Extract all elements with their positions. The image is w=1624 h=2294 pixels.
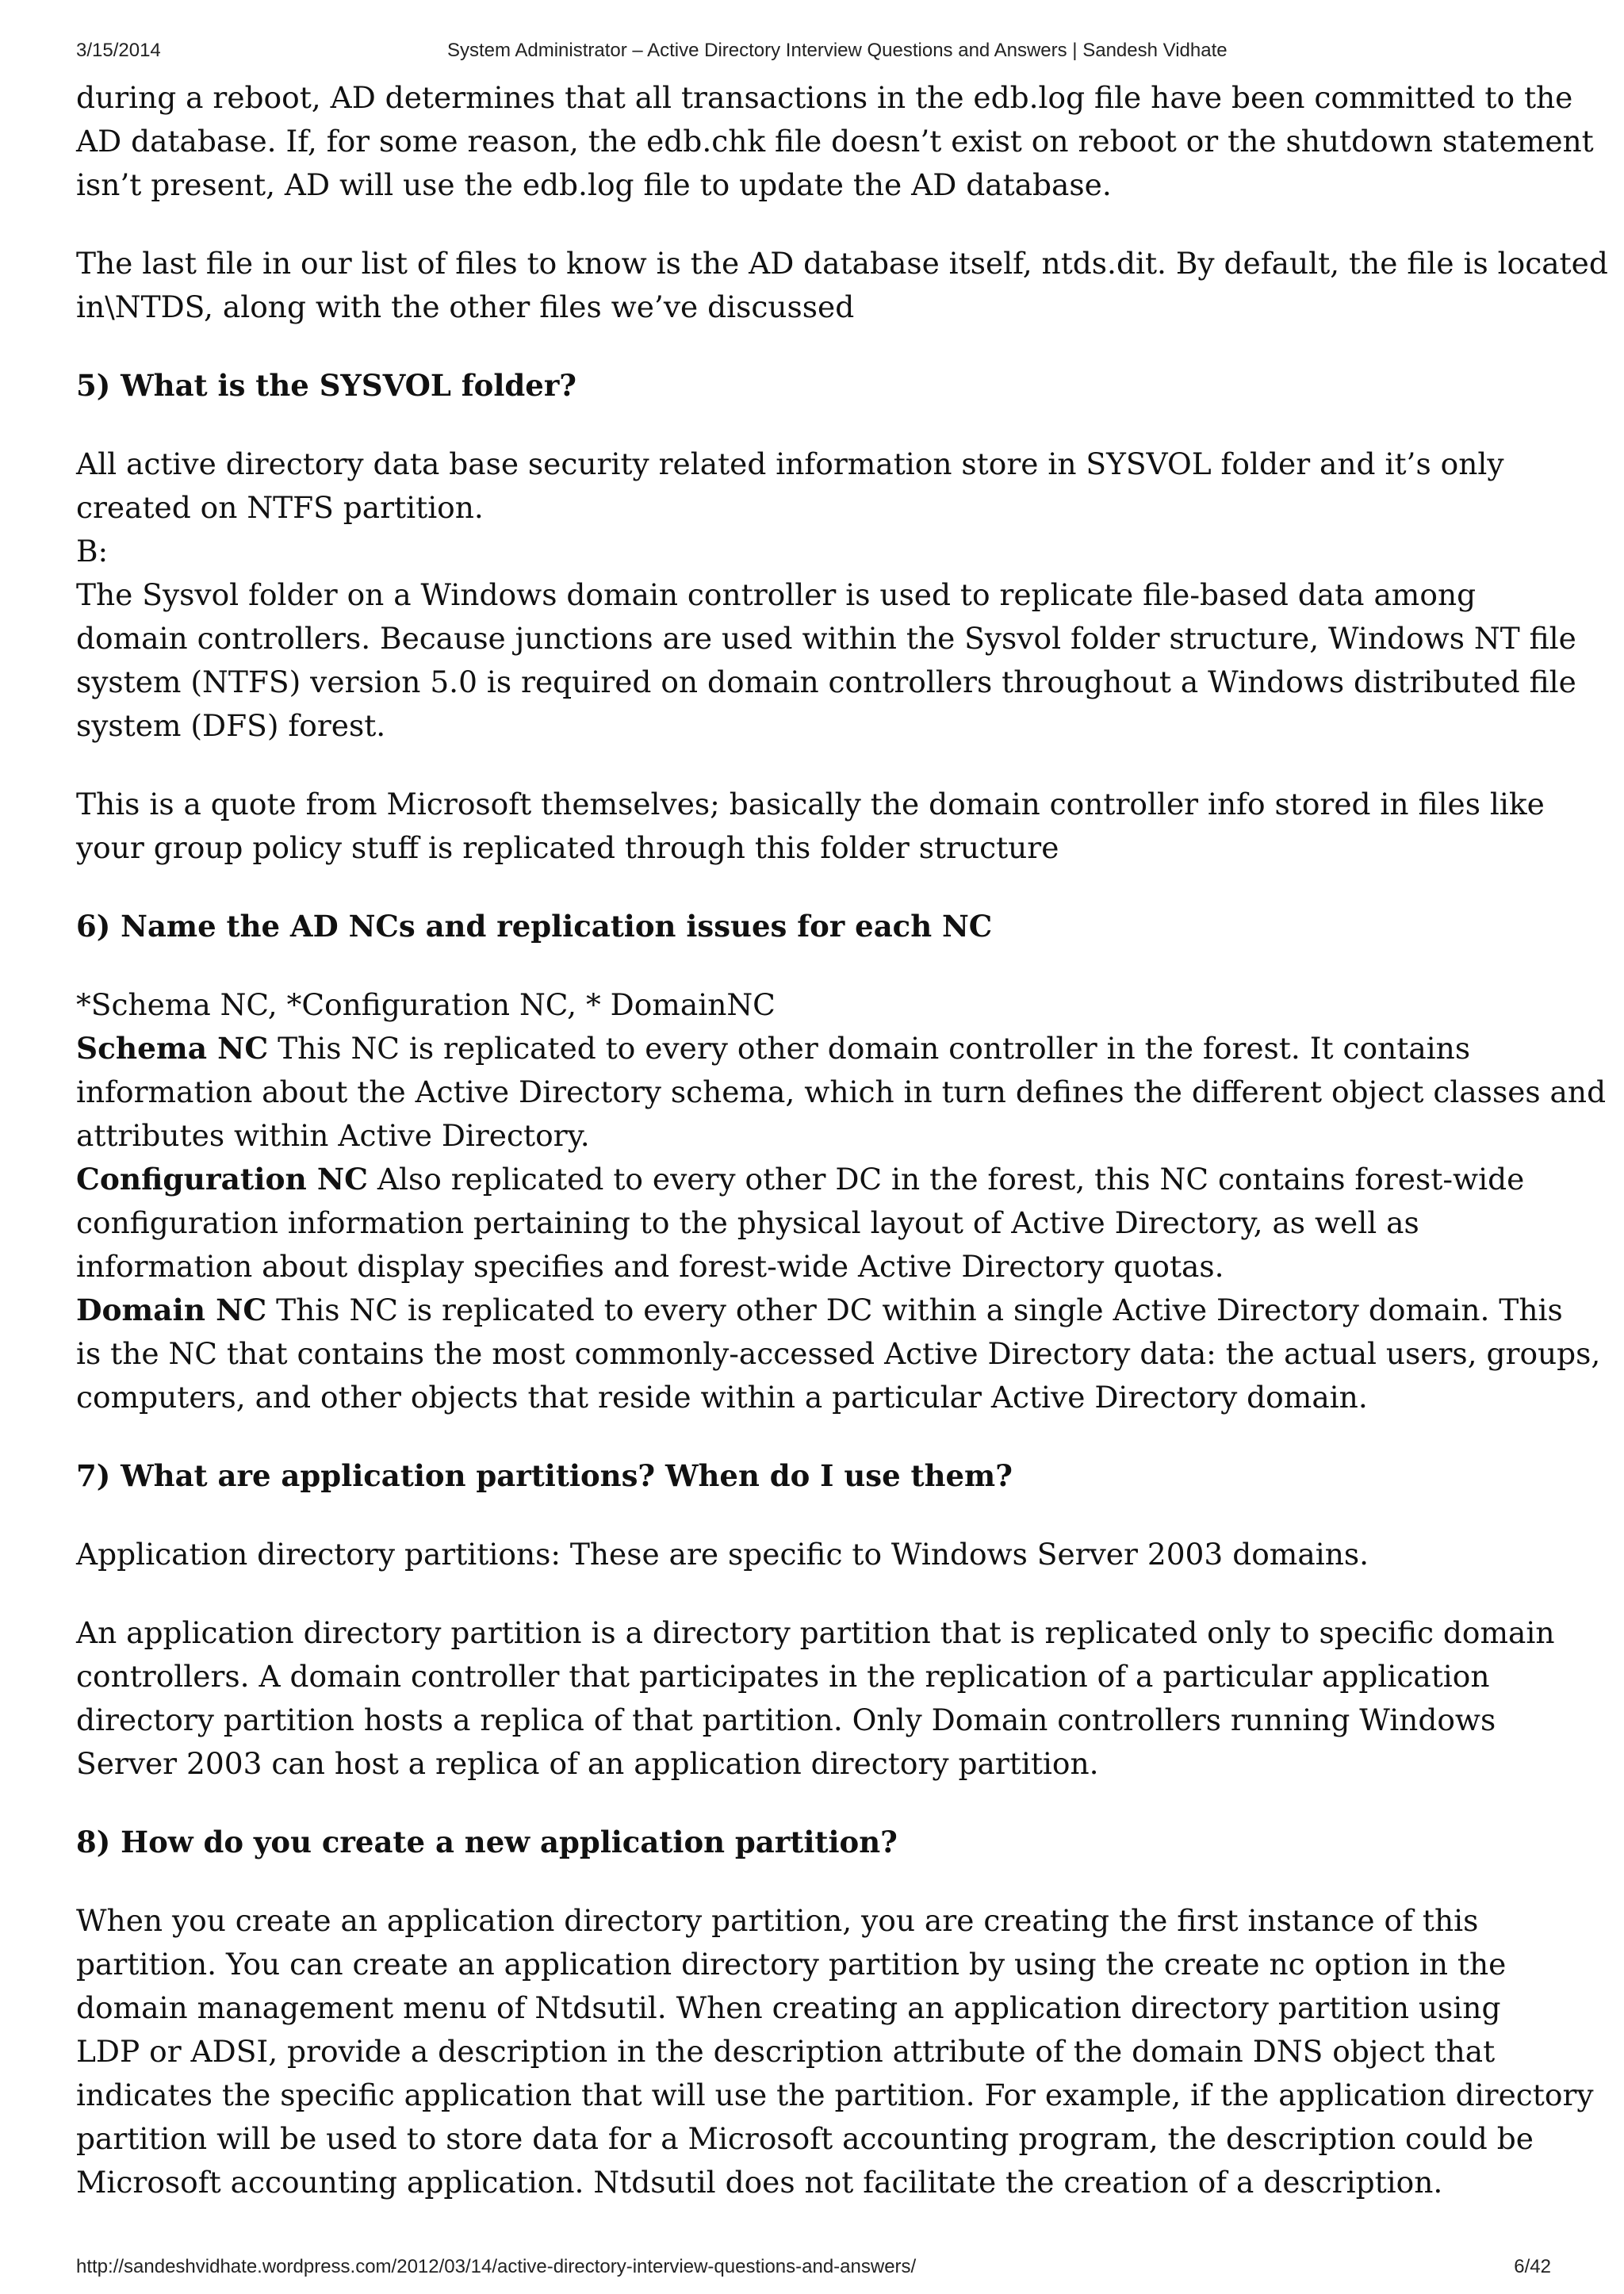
header-title: System Administrator – Active Directory Interview Questions and Answers | Sandesh Vidhate bbox=[447, 40, 1228, 61]
footer-url[interactable]: http://sandeshvidhate.wordpress.com/2012/03/14/active-directory-interview-questions-and-answers/ bbox=[76, 2256, 917, 2277]
text-line: attributes within Active Directory. bbox=[76, 1118, 590, 1153]
paragraph-nc-list bbox=[76, 983, 1607, 1419]
text-line: created on NTFS partition. bbox=[76, 490, 484, 525]
paragraph-app-intro bbox=[76, 1533, 1573, 1576]
text-line: partition. You can create an application directory partition by using the create nc option in the bbox=[76, 1947, 1507, 1982]
domain-nc-term: Domain NC bbox=[76, 1293, 267, 1327]
text-line: during a reboot, AD determines that all transactions in the edb.log file have been committed to the bbox=[76, 80, 1573, 115]
text-run: This NC is replicated to every other domain controller in the forest. It contains bbox=[268, 1031, 1471, 1066]
question-5-heading: 5) What is the SYSVOL folder? bbox=[76, 368, 576, 403]
text-run: Also replicated to every other DC in the forest, this NC contains forest-wide bbox=[367, 1162, 1525, 1197]
text-line: domain controllers. Because junctions are used within the Sysvol folder structure, Windows NT file bbox=[76, 621, 1576, 656]
text-line: directory partition hosts a replica of that partition. Only Domain controllers running Windows bbox=[76, 1702, 1496, 1737]
article-body bbox=[76, 76, 1608, 2204]
text-line: information about display specifies and forest-wide Active Directory quotas. bbox=[76, 1249, 1224, 1284]
text-line: The Sysvol folder on a Windows domain controller is used to replicate file-based data among bbox=[76, 577, 1477, 612]
text-line: domain management menu of Ntdsutil. When creating an application directory partition using bbox=[76, 1990, 1501, 2025]
text-line: information about the Active Directory schema, which in turn defines the different object classes and bbox=[76, 1074, 1607, 1109]
text-line: This is a quote from Microsoft themselves; basically the domain controller info stored in files like bbox=[76, 787, 1545, 821]
footer-page-number: 6/42 bbox=[1514, 2256, 1551, 2277]
paragraph-sysvol-answer bbox=[76, 442, 1576, 748]
paragraph-reboot bbox=[76, 76, 1594, 207]
schema-nc-line bbox=[76, 1027, 1573, 1070]
text-line: When you create an application directory partition, you are creating the first instance of this bbox=[76, 1903, 1479, 1938]
configuration-nc-line bbox=[76, 1158, 1573, 1201]
text-line: B: bbox=[76, 534, 109, 569]
text-line: *Schema NC, *Configuration NC, * DomainNC bbox=[76, 987, 776, 1022]
text-line: system (DFS) forest. bbox=[76, 708, 386, 743]
text-line: Application directory partitions: These are specific to Windows Server 2003 domains. bbox=[76, 1537, 1369, 1572]
paragraph-app-detail bbox=[76, 1611, 1573, 1786]
text-line: in\NTDS, along with the other files we’ve discussed bbox=[76, 289, 855, 324]
text-line: Microsoft accounting application. Ntdsutil does not facilitate the creation of a description. bbox=[76, 2165, 1443, 2200]
question-6-heading: 6) Name the AD NCs and replication issues for each NC bbox=[76, 909, 993, 944]
text-line: controllers. A domain controller that participates in the replication of a particular application bbox=[76, 1659, 1490, 1694]
text-line: All active directory data base security related information store in SYSVOL folder and it’s only bbox=[76, 446, 1504, 481]
header-date: 3/15/2014 bbox=[76, 40, 161, 61]
text-line: Server 2003 can host a replica of an application directory partition. bbox=[76, 1746, 1099, 1781]
text-line: is the NC that contains the most commonly-accessed Active Directory data: the actual users, groups, bbox=[76, 1336, 1601, 1371]
text-run: This NC is replicated to every other DC within a single Active Directory domain. This bbox=[266, 1293, 1563, 1327]
text-line: computers, and other objects that reside within a particular Active Directory domain. bbox=[76, 1380, 1368, 1415]
paragraph-create-partition bbox=[76, 1899, 1594, 2204]
paragraph-sysvol-quote bbox=[76, 783, 1573, 870]
text-line: An application directory partition is a directory partition that is replicated only to specific domain bbox=[76, 1615, 1555, 1650]
text-line: AD database. If, for some reason, the edb.chk file doesn’t exist on reboot or the shutdown statement bbox=[76, 124, 1594, 159]
paragraph-ntds bbox=[76, 242, 1608, 329]
question-8-heading: 8) How do you create a new application partition? bbox=[76, 1825, 898, 1859]
text-line: isn’t present, AD will use the edb.log file to update the AD database. bbox=[76, 167, 1112, 202]
text-line: your group policy stuff is replicated through this folder structure bbox=[76, 830, 1059, 865]
configuration-nc-term: Configuration NC bbox=[76, 1162, 368, 1197]
text-line: system (NTFS) version 5.0 is required on domain controllers throughout a Windows distributed file bbox=[76, 664, 1576, 699]
text-line: partition will be used to store data for a Microsoft accounting program, the description could be bbox=[76, 2121, 1534, 2156]
text-line: indicates the specific application that will use the partition. For example, if the application directory bbox=[76, 2078, 1594, 2112]
schema-nc-term: Schema NC bbox=[76, 1031, 269, 1066]
text-line: configuration information pertaining to the physical layout of Active Directory, as well as bbox=[76, 1205, 1419, 1240]
question-7-heading: 7) What are application partitions? When do I use them? bbox=[76, 1458, 1013, 1493]
text-line: The last file in our list of files to know is the AD database itself, ntds.dit. By default, the file is located bbox=[76, 246, 1608, 281]
domain-nc-line bbox=[76, 1289, 1573, 1332]
text-line: LDP or ADSI, provide a description in the description attribute of the domain DNS object that bbox=[76, 2034, 1496, 2069]
